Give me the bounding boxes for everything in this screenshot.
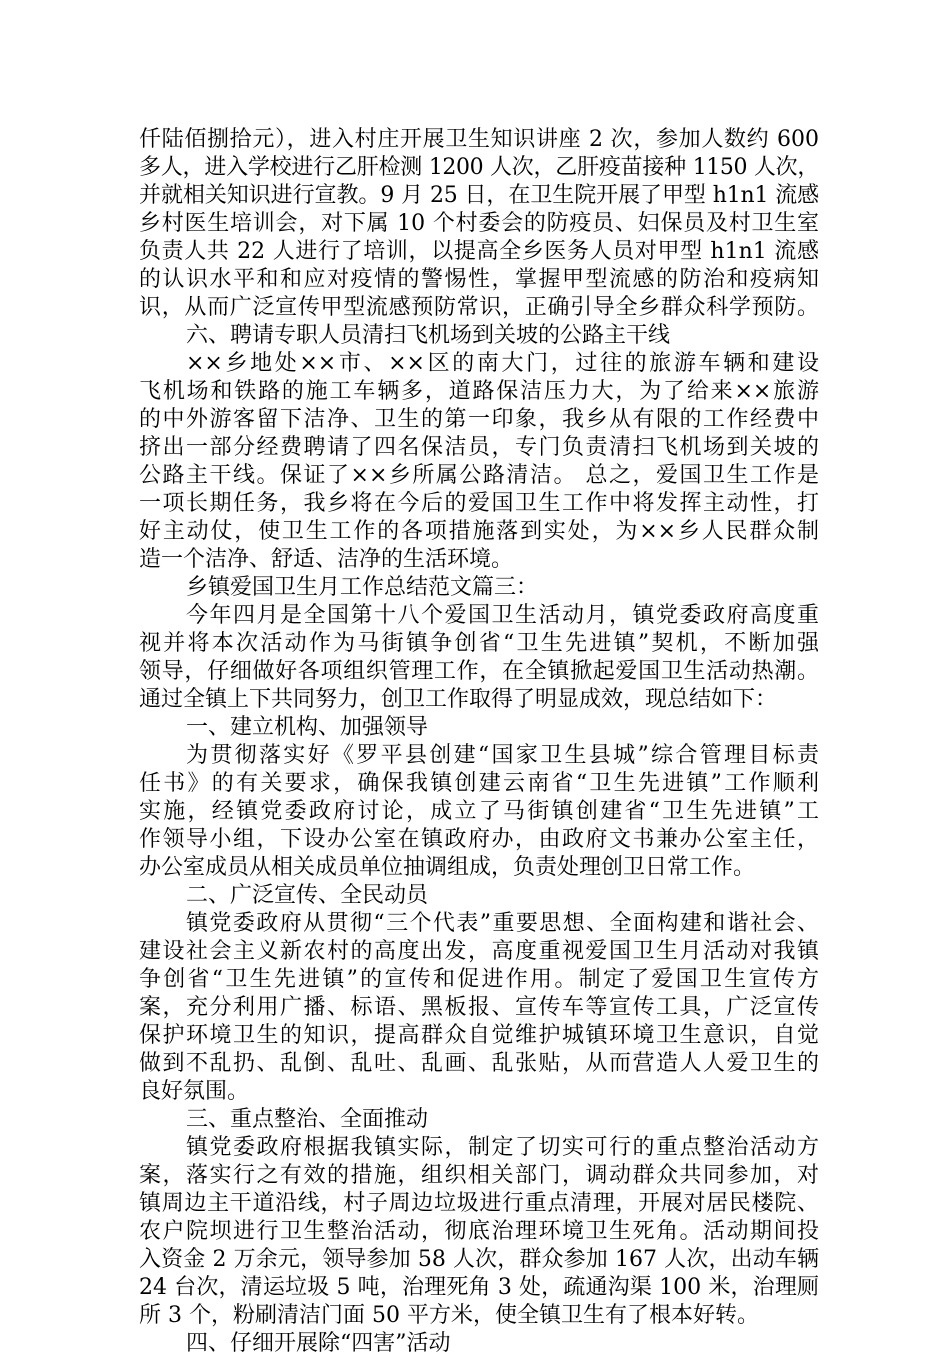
paragraph-line: 办公室成员从相关成员单位抽调组成，负责处理创卫日常工作。 — [139, 855, 756, 880]
paragraph-line: 多人，进入学校进行乙肝检测 1200 人次，乙肝疫苗接种 1150 人次， — [139, 155, 819, 180]
paragraph-line-indented: 为贯彻落实好《罗平县创建“国家卫生县城”综合管理目标责 — [186, 743, 819, 768]
paragraph-line: 争创省“卫生先进镇”的宣传和促进作用。制定了爱国卫生宣传方 — [139, 967, 819, 992]
paragraph-line-indented: 二、广泛宣传、全民动员 — [186, 883, 429, 908]
paragraph-line: 作领导小组，下设办公室在镇政府办，由政府文书兼办公室主任， — [139, 827, 819, 852]
paragraph-line-indented: ××乡地处××市、××区的南大门，过往的旅游车辆和建设 — [186, 351, 819, 376]
paragraph-line-indented: 镇党委政府根据我镇实际，制定了切实可行的重点整治活动方 — [186, 1135, 819, 1160]
paragraph-line: 良好氛围。 — [139, 1079, 250, 1104]
paragraph-line: 案，充分利用广播、标语、黑板报、宣传车等宣传工具，广泛宣传 — [139, 995, 819, 1020]
paragraph-line: 农户院坝进行卫生整治活动，彻底治理环境卫生死角。活动期间投 — [139, 1219, 819, 1244]
paragraph-line: 负责人共 22 人进行了培训，以提高全乡医务人员对甲型 h1n1 流感 — [139, 239, 819, 264]
paragraph-line-indented: 一、建立机构、加强领导 — [186, 715, 429, 740]
paragraph-line: 并就相关知识进行宣教。9 月 25 日，在卫生院开展了甲型 h1n1 流感 — [139, 183, 819, 208]
paragraph-line: 保护环境卫生的知识，提高群众自觉维护城镇环境卫生意识，自觉 — [139, 1023, 819, 1048]
paragraph-line: 识，从而广泛宣传甲型流感预防常识，正确引导全乡群众科学预防。 — [139, 295, 819, 320]
paragraph-line: 建设社会主义新农村的高度出发，高度重视爱国卫生月活动对我镇 — [139, 939, 819, 964]
paragraph-line: 通过全镇上下共同努力，创卫工作取得了明显成效，现总结如下： — [139, 687, 778, 712]
paragraph-line-indented: 六、聘请专职人员清扫飞机场到关坡的公路主干线 — [186, 323, 671, 348]
paragraph-line: 入资金 2 万余元，领导参加 58 人次，群众参加 167 人次，出动车辆 — [139, 1247, 819, 1272]
paragraph-line: 案，落实行之有效的措施，组织相关部门，调动群众共同参加，对 — [139, 1163, 819, 1188]
paragraph-line: 好主动仗，使卫生工作的各项措施落到实处，为××乡人民群众制 — [139, 519, 819, 544]
paragraph-line: 24 台次，清运垃圾 5 吨，治理死角 3 处，疏通沟渠 100 米，治理厕 — [139, 1275, 819, 1300]
paragraph-line-indented: 今年四月是全国第十八个爱国卫生活动月，镇党委政府高度重 — [186, 603, 819, 628]
paragraph-line: 领导，仔细做好各项组织管理工作，在全镇掀起爱国卫生活动热潮。 — [139, 659, 819, 684]
paragraph-line: 仟陆佰捌拾元），进入村庄开展卫生知识讲座 2 次，参加人数约 600 — [139, 127, 819, 152]
paragraph-line: 实施，经镇党委政府讨论，成立了马街镇创建省“卫生先进镇”工 — [139, 799, 819, 824]
paragraph-line: 任书》的有关要求，确保我镇创建云南省“卫生先进镇”工作顺利 — [139, 771, 819, 796]
paragraph-line-indented: 四、仔细开展除“四害”活动 — [186, 1331, 451, 1356]
document-body — [139, 126, 819, 1358]
paragraph-line: 所 3 个，粉刷清洁门面 50 平方米，使全镇卫生有了根本好转。 — [139, 1303, 759, 1328]
paragraph-line: 乡村医生培训会，对下属 10 个村委会的防疫员、妇保员及村卫生室 — [139, 211, 819, 236]
paragraph-line: 的中外游客留下洁净、卫生的第一印象，我乡从有限的工作经费中 — [139, 407, 819, 432]
paragraph-line: 一项长期任务，我乡将在今后的爱国卫生工作中将发挥主动性，打 — [139, 491, 819, 516]
paragraph-line: 挤出一部分经费聘请了四名保洁员，专门负责清扫飞机场到关坡的 — [139, 435, 819, 460]
paragraph-line: 的认识水平和和应对疫情的警惕性，掌握甲型流感的防治和疫病知 — [139, 267, 819, 292]
paragraph-line: 镇周边主干道沿线，村子周边垃圾进行重点清理，开展对居民楼院、 — [139, 1191, 819, 1216]
paragraph-line: 做到不乱扔、乱倒、乱吐、乱画、乱张贴，从而营造人人爱卫生的 — [139, 1051, 819, 1076]
paragraph-line-indented: 三、重点整治、全面推动 — [186, 1107, 429, 1132]
paragraph-line: 公路主干线。保证了××乡所属公路清洁。 总之，爱国卫生工作是 — [139, 463, 819, 488]
paragraph-line: 飞机场和铁路的施工车辆多，道路保洁压力大，为了给来××旅游 — [139, 379, 819, 404]
paragraph-line-indented: 乡镇爱国卫生月工作总结范文篇三： — [186, 575, 539, 600]
paragraph-line-indented: 镇党委政府从贯彻“三个代表”重要思想、全面构建和谐社会、 — [186, 911, 819, 936]
paragraph-line: 造一个洁净、舒适、洁净的生活环境。 — [139, 547, 514, 572]
paragraph-line: 视并将本次活动作为马街镇争创省“卫生先进镇”契机，不断加强 — [139, 631, 819, 656]
